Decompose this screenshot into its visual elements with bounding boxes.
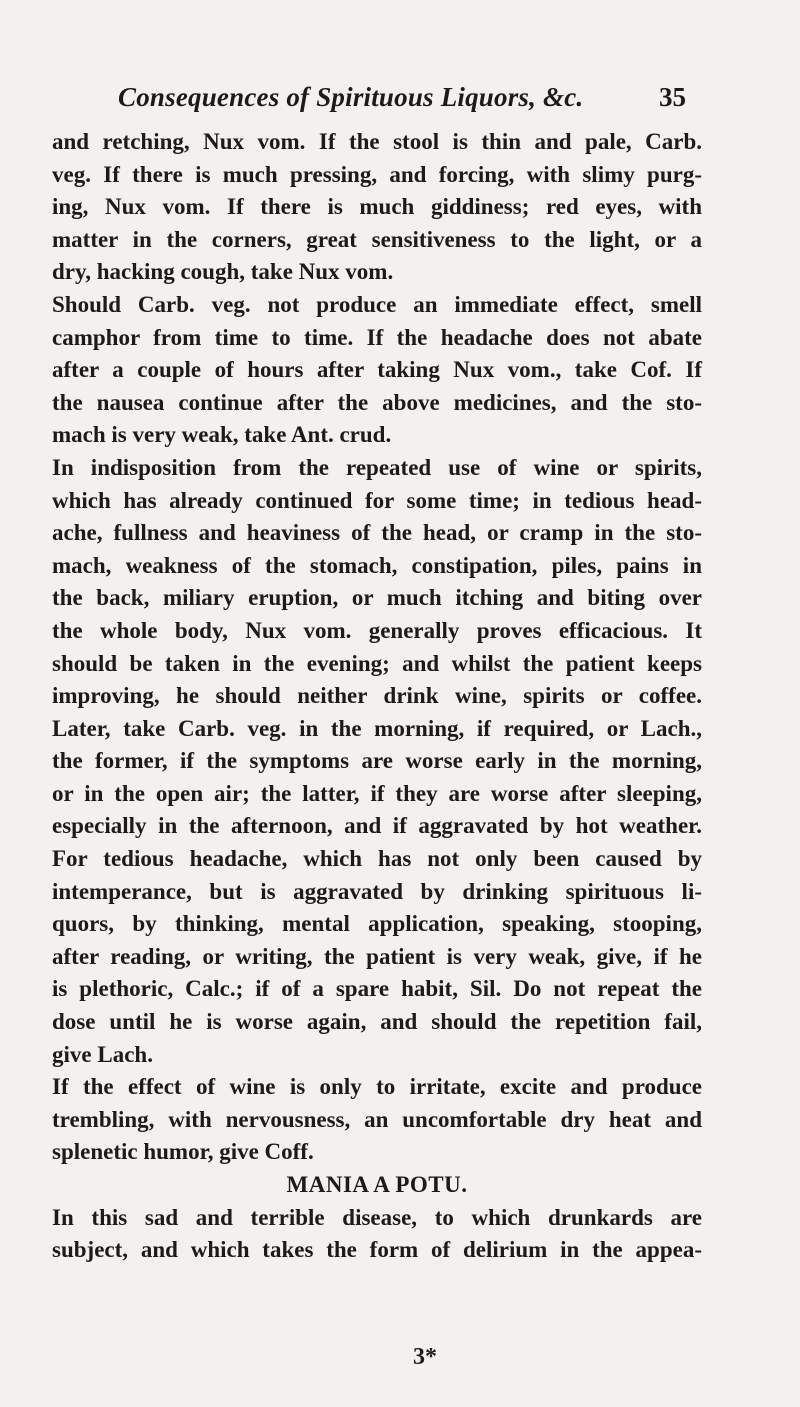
text-line: ing, Nux vom. If there is much giddiness; red eyes, with [52, 194, 702, 220]
paragraph-6 [52, 1202, 702, 1267]
text-line: the nausea continue after the above medicines, and the sto- [52, 389, 702, 415]
text-line: intemperance, but is aggravated by drinking spirituous li- [52, 878, 702, 904]
text-line: after reading, or writing, the patient is very weak, give, if he [52, 943, 702, 969]
text-line: splenetic humor, give Coff. [52, 1139, 314, 1165]
text-line: and retching, Nux vom. If the stool is thin and pale, Carb. [52, 129, 702, 154]
paragraph-5 [52, 1071, 702, 1169]
text-line: after a couple of hours after taking Nux vom., take Cof. If [52, 357, 702, 383]
text-line: veg. If there is much pressing, and forcing, with slimy purg- [52, 161, 702, 187]
text-line: Later, take Carb. veg. in the morning, if required, or Lach., [52, 715, 702, 741]
text-line: give Lach. [52, 1041, 153, 1067]
text-line: If the effect of wine is only to irritate, excite and produce [52, 1074, 702, 1100]
text-line: mach is very weak, take Ant. crud. [52, 422, 392, 448]
text-line: especially in the afternoon, and if aggravated by hot weather. [52, 813, 702, 839]
text-line: improving, he should neither drink wine, spirits or coffee. [52, 683, 702, 709]
text-line: which has already continued for some time; in tedious head- [52, 487, 702, 513]
signature-mark: 3* [413, 1344, 437, 1370]
text-line: the former, if the symptoms are worse early in the morning, [52, 748, 702, 774]
text-line: In indisposition from the repeated use of wine or spirits, [52, 454, 702, 480]
paragraph-3 [52, 452, 702, 843]
text-line: dry, hacking cough, take Nux vom. [52, 259, 394, 285]
running-title: Consequences of Spirituous Liquors, &c. [118, 82, 584, 112]
text-line: should be taken in the evening; and whilst the patient keeps [52, 650, 702, 676]
text-line: mach, weakness of the stomach, constipation, piles, pains in [52, 552, 702, 578]
section-heading: MANIA A POTU. [286, 1172, 468, 1197]
text-line: or in the open air; the latter, if they are worse after sleeping, [52, 780, 702, 806]
text-line: camphor from time to time. If the headache does not abate [52, 324, 702, 350]
body-text [52, 126, 702, 1267]
text-line: Should Carb. veg. not produce an immediate effect, smell [52, 291, 702, 317]
paragraph-1 [52, 126, 702, 289]
paragraph-4 [52, 843, 702, 1071]
text-line: is plethoric, Calc.; if of a spare habit, Sil. Do not repeat the [52, 976, 702, 1002]
text-line: dose until he is worse again, and should the repetition fail, [52, 1009, 702, 1035]
text-line: trembling, with nervousness, an uncomfortable dry heat and [52, 1106, 702, 1132]
text-line: matter in the corners, great sensitiveness to the light, or a [52, 226, 702, 252]
text-line: For tedious headache, which has not only been caused by [52, 846, 702, 872]
text-line: ache, fullness and heaviness of the head, or cramp in the sto- [52, 520, 702, 546]
running-header [118, 82, 686, 122]
paragraph-2 [52, 289, 702, 452]
text-line: quors, by thinking, mental application, speaking, stooping, [52, 911, 702, 937]
text-line: subject, and which takes the form of delirium in the appea- [52, 1237, 702, 1263]
page-number: 35 [659, 82, 686, 112]
text-line: the whole body, Nux vom. generally proves efficacious. It [52, 617, 702, 643]
text-line: In this sad and terrible disease, to which drunkards are [52, 1204, 702, 1230]
text-line: the back, miliary eruption, or much itching and biting over [52, 585, 702, 611]
